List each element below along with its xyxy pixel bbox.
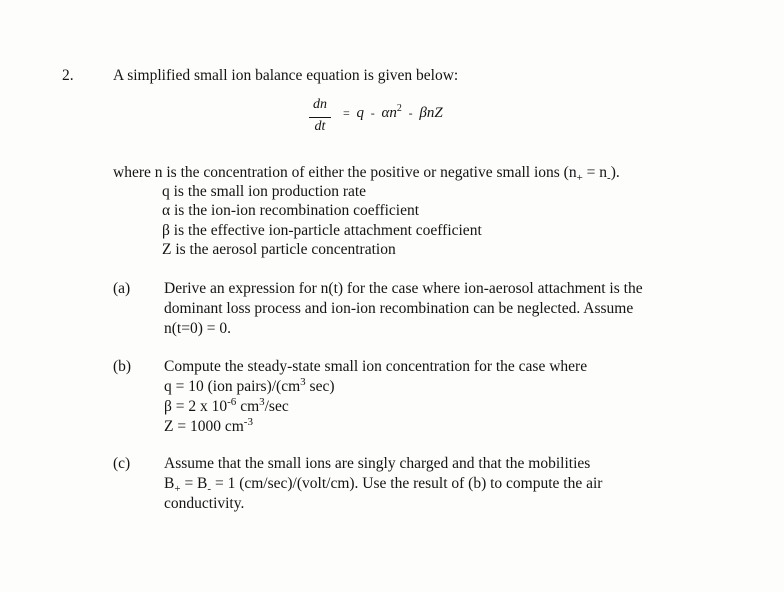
q-value-exponent: 3 <box>300 375 306 388</box>
minus-sign-2: - <box>408 106 413 120</box>
beta-value-suffix: /sec <box>264 398 289 415</box>
part-a-text <box>164 279 643 339</box>
fraction-numerator: dn <box>313 97 327 112</box>
part-a-line-2: dominant loss process and ion-ion recombination can be neglected. Assume <box>164 300 634 317</box>
fraction-denominator: dt <box>314 119 326 134</box>
part-b-line-1: Compute the steady-state small ion concentration for the case where <box>164 358 588 375</box>
equals-sign: = <box>343 106 350 120</box>
mobility-minus-subscript: - <box>207 483 212 496</box>
beta-value-text: β = 2 x 10 <box>164 398 228 415</box>
part-c-label: (c) <box>113 455 131 472</box>
term-alpha-n: αn <box>381 105 397 121</box>
term-q: q <box>356 105 365 121</box>
part-c-text <box>164 454 602 514</box>
beta-unit-exponent: 3 <box>259 395 265 408</box>
part-b-z-value <box>164 417 587 437</box>
part-b-q-value <box>164 377 587 397</box>
definition-q: q is the small ion production rate <box>162 183 367 200</box>
definition-z: Z is the aerosol particle concentration <box>162 240 396 258</box>
where-minus-subscript: - <box>607 172 611 185</box>
definition-beta: β is the effective ion-particle attachment coefficient <box>162 221 482 239</box>
q-value-text: q = 10 (ion pairs)/(cm <box>164 378 301 395</box>
where-lead: where n is the concentration of either the positive or negative small ions (n <box>113 164 577 181</box>
where-mid: = n <box>582 164 608 181</box>
part-c-line-3: conductivity. <box>164 495 245 512</box>
term-alpha-exponent: 2 <box>396 103 402 114</box>
ion-balance-equation <box>308 97 508 141</box>
where-tail: ). <box>610 164 620 181</box>
mobility-b-minus: = B <box>180 475 208 492</box>
part-b-text <box>164 357 587 437</box>
where-line <box>113 163 620 185</box>
part-a-label: (a) <box>113 280 131 297</box>
question-number: 2. <box>62 67 74 84</box>
q-value-suffix: sec) <box>305 378 335 395</box>
definitions-list <box>162 182 482 259</box>
part-a-line-3: n(t=0) = 0. <box>164 320 231 337</box>
beta-value-unit: cm <box>236 398 260 415</box>
question-intro: A simplified small ion balance equation is given below: <box>113 67 459 84</box>
part-c-line-2 <box>164 474 602 494</box>
part-c-line-1: Assume that the small ions are singly charged and that the mobilities <box>164 455 591 472</box>
z-value-exponent: -3 <box>243 415 253 428</box>
equation-rhs <box>340 105 443 122</box>
part-b-label: (b) <box>113 358 132 375</box>
definition-alpha: α is the ion-ion recombination coefficient <box>162 202 420 220</box>
part-a-line-1: Derive an expression for n(t) for the case where ion-aerosol attachment is the <box>164 280 643 297</box>
mobility-b-plus: B <box>164 475 175 492</box>
beta-value-exponent: -6 <box>227 395 237 408</box>
fraction-bar <box>309 117 331 118</box>
part-c-line-2-rest: = 1 (cm/sec)/(volt/cm). Use the result of (b) to compute the air <box>211 475 603 492</box>
z-value-text: Z = 1000 cm <box>164 418 244 435</box>
minus-sign-1: - <box>370 106 375 120</box>
part-b-beta-value <box>164 397 587 417</box>
where-plus-subscript: + <box>576 172 583 185</box>
term-beta-nz: βnZ <box>419 105 443 121</box>
mobility-plus-subscript: + <box>174 483 181 496</box>
